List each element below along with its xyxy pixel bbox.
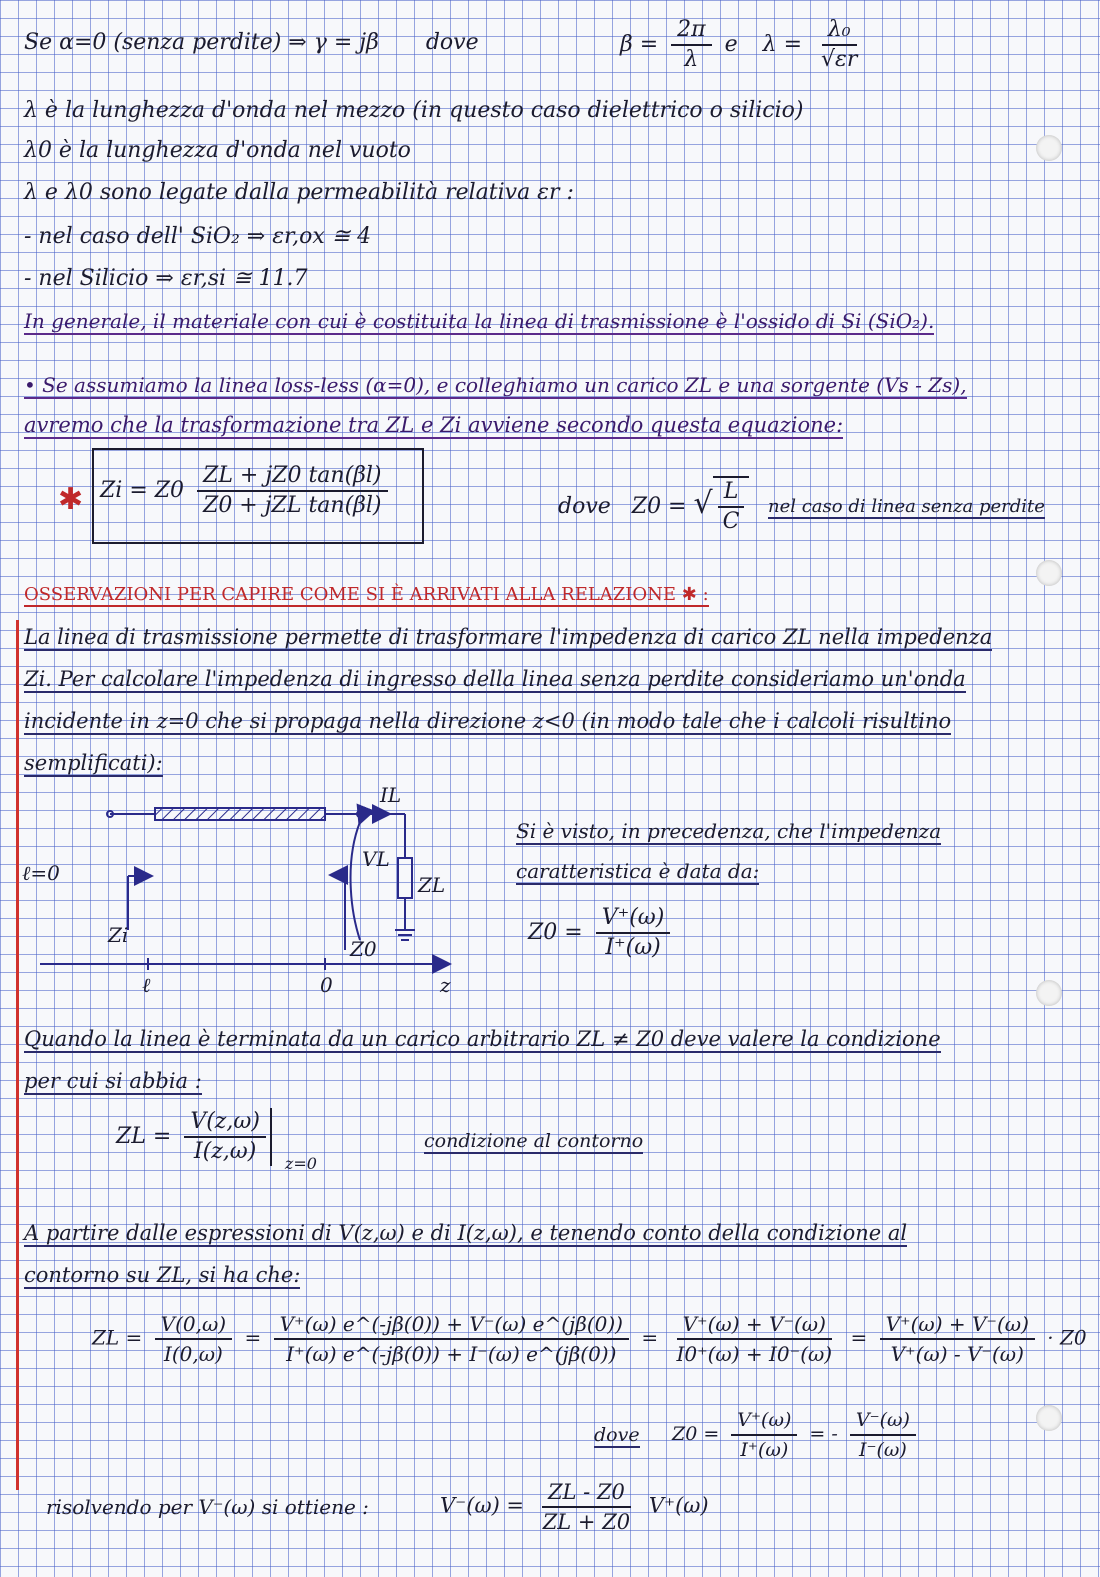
note-line-2: λ è la lunghezza d'onda nel mezzo (in questo caso dielettrico o silicio) bbox=[24, 98, 804, 123]
binder-hole bbox=[1036, 135, 1062, 161]
line-segment bbox=[155, 808, 325, 820]
label-zl: ZL bbox=[418, 873, 446, 897]
para-line-3: incidente in z=0 che si propaga nella direzione z<0 (in modo tale che i calcoli risultino bbox=[24, 709, 952, 733]
note-line-6: - nel Silicio ⇒ εr,si ≅ 11.7 bbox=[24, 266, 308, 291]
para-line-5: Quando la linea è terminata da un carico arbitrario ZL ≠ Z0 deve valere la condizione bbox=[24, 1027, 941, 1051]
boundary-note: condizione al contorno bbox=[424, 1130, 644, 1152]
para-line-4: semplificati): bbox=[24, 751, 163, 775]
load-resistor bbox=[398, 858, 412, 898]
label-z0: Z0 bbox=[350, 937, 377, 961]
binder-hole bbox=[1036, 1405, 1062, 1431]
label-l: ℓ bbox=[142, 973, 151, 997]
para-line-2: Zi. Per calcolare l'impedenza di ingresso della linea senza perdite consideriamo un'onda bbox=[24, 667, 966, 691]
zi-equation: Zi = Z0 $\frac{ZL + jZ0 \tan(\beta l)}{\text{Z0 + jZL tan(βl)}}$ bbox=[100, 462, 394, 520]
beta-formula: β = $\frac{2\pi}{\lambda}$ e λ = $\frac{\text{λ₀}}{√\varepsilon r}$ bbox=[620, 17, 858, 72]
note-line-5: - nel caso dell' SiO₂ ⇒ εr,ox ≅ 4 bbox=[24, 224, 372, 249]
note-line-3: λ0 è la lunghezza d'onda nel vuoto bbox=[24, 138, 411, 163]
note-line-8: • Se assumiamo la linea loss-less (α=0), e colleghiamo un carico ZL e una sorgente (Vs - Zs), bbox=[24, 373, 967, 397]
label-z: z bbox=[440, 973, 451, 997]
solve-label: risolvendo per V⁻(ω) si ottiene : bbox=[46, 1495, 369, 1519]
lossless-note: nel caso di linea senza perdite bbox=[768, 496, 1045, 517]
label-zi: Zi bbox=[108, 923, 129, 947]
boundary-condition: ZL = $\frac{V(z,\omega)}{I(z,\omega)}$ $_{z=0}$ bbox=[116, 1109, 317, 1173]
dove-label: dove bbox=[594, 1424, 640, 1446]
binder-hole bbox=[1036, 560, 1062, 586]
label-vl: VL bbox=[362, 847, 390, 871]
z0-lossless-formula: dove Z0 = √ $\frac{L}{C}$ bbox=[558, 476, 749, 536]
label-l0: ℓ=0 bbox=[22, 861, 60, 885]
note-line-9: avremo che la trasformazione tra ZL e Zi avviene secondo questa equazione: bbox=[24, 413, 844, 437]
reflected-voltage-formula: V⁻(ω) = $\frac{ZL - Z0}{ZL + Z0}$ V⁺(ω) bbox=[440, 1480, 709, 1534]
red-margin-line bbox=[16, 620, 19, 1490]
voltage-arrow bbox=[351, 822, 360, 940]
side-z0-formula: Z0 = $\frac{V^+(\omega)}{I^+(\omega)}$ bbox=[528, 904, 676, 962]
para-line-7: A partire dalle espressioni di V(z,ω) e di I(z,ω), e tenendo conto della condizione al bbox=[24, 1221, 908, 1245]
note-line-4: λ e λ0 sono legate dalla permeabilità relativa εr : bbox=[24, 180, 574, 205]
note-line-1: Se α=0 (senza perdite) ⇒ γ = jβ dove bbox=[24, 30, 479, 55]
para-line-8: contorno su ZL, si ha che: bbox=[24, 1263, 301, 1287]
note-line-7: In generale, il materiale con cui è costituita la linea di trasmissione è l'ossido di Si (SiO₂). bbox=[24, 309, 935, 333]
para-line-1: La linea di trasmissione permette di trasformare l'impedenza di carico ZL nella impedenza bbox=[24, 625, 993, 649]
side-note-1: Si è visto, in precedenza, che l'impedenza bbox=[516, 819, 942, 843]
binder-hole bbox=[1036, 980, 1062, 1006]
label-il: IL bbox=[380, 783, 402, 807]
z0-ratio-formula: Z0 = $\frac{V^+(\omega)}{I^+(\omega)}$ = - $\frac{V^-(\omega)}{I^-(\omega)}$ bbox=[672, 1406, 922, 1464]
zl-derivation: ZL = $\frac{V(0,\omega)}{I(0,\omega)}$ = $\frac{V^+(\omega) e\^{}(-j\beta(0)) + V^-(\omega) e\^{}(j\beta(0))}{I^+(\omega) e\^{}(-j\beta(0)) + I^-(\omega) e\^{}(j\beta(0))}$ = $\frac{V^+(\omega) + V^-(\omega)}{I0^+(\omega) + I0^-(\omega)}$ = $\frac{V^+(\omega) + V^-(\omega)}{V^+(\omega) - V^-(\omega)}$ · Z0 bbox=[92, 1312, 1087, 1366]
asterisk-mark: ✱ bbox=[58, 482, 84, 517]
side-note-2: caratteristica è data da: bbox=[516, 859, 760, 883]
para-line-6: per cui si abbia : bbox=[24, 1069, 202, 1093]
label-origin: 0 bbox=[320, 973, 333, 997]
observations-title: OSSERVAZIONI PER CAPIRE COME SI È ARRIVATI ALLA RELAZIONE ✱ : bbox=[24, 584, 709, 605]
transmission-line-diagram bbox=[20, 780, 500, 1010]
